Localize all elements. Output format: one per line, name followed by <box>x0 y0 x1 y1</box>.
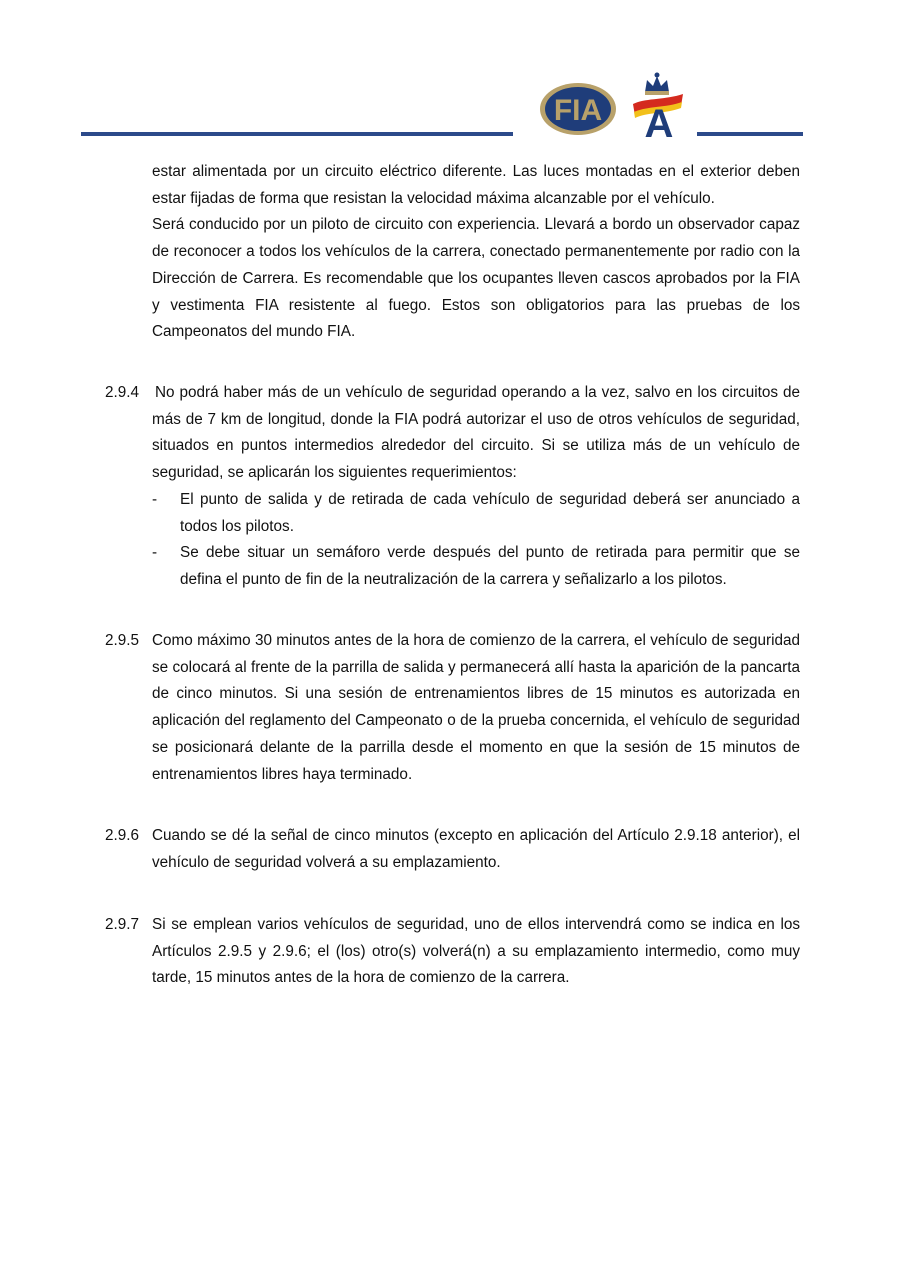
bullet-dash: - <box>152 490 158 508</box>
rfeda-logo <box>625 70 689 138</box>
continuation-paragraph-1: estar alimentada por un circuito eléctrico diferente. Las luces montadas en el exterior deben estar fijadas de forma que resistan la velocidad máxima alcanzable por el vehículo. <box>152 163 800 207</box>
section-text: Como máximo 30 minutos antes de la hora de comienzo de la carrera, el vehículo de seguridad se colocará al frente de la parrilla de salida y permanecerá allí hasta la aparición de la pancarta de cinco minutos. Si una sesión de entrenamientos libres de 15 minutos es autorizada en aplicación del reglamento del Campeonato o de la prueba concernida, el vehículo de seguridad se posicionará delante de la parrilla desde el momento en que la sesión de 15 minutos de entrenamientos libres haya terminado. <box>152 632 800 783</box>
continuation-text <box>152 159 800 346</box>
section-number: 2.9.7 <box>105 916 140 933</box>
section-number: 2.9.4 <box>105 384 140 401</box>
list-item <box>152 487 800 540</box>
bullet-dash: - <box>152 544 158 562</box>
section-number: 2.9.6 <box>105 827 140 844</box>
crown-icon <box>645 73 669 96</box>
section-number: 2.9.5 <box>105 632 140 649</box>
list-item <box>152 540 800 593</box>
section-2-9-6 <box>105 823 800 876</box>
section-2-9-4 <box>105 380 800 594</box>
section-2-9-7 <box>105 912 800 992</box>
header-rule-left <box>81 132 513 136</box>
section-text: No podrá haber más de un vehículo de seguridad operando a la vez, salvo en los circuitos de más de 7 km de longitud, donde la FIA podrá autorizar el uso de otros vehículos de seguridad, situados en puntos intermedios alrededor del circuito. Si se utiliza más de un vehículo de seguridad, se aplicarán los siguientes requerimientos: <box>152 384 800 482</box>
section-2-9-5 <box>105 628 800 788</box>
section-text: Si se emplean varios vehículos de seguridad, uno de ellos intervendrá como se indica en los Artículos 2.9.5 y 2.9.6; el (los) otro(s) volverá(n) a su emplazamiento intermedio, como muy tarde, 15 minutos antes de la hora de comienzo de la carrera. <box>152 916 800 987</box>
list-item-text: Se debe situar un semáforo verde después del punto de retirada para permitir que se defina el punto de fin de la neutralización de la carrera y señalizarlo a los pilotos. <box>180 544 800 588</box>
section-text: Cuando se dé la señal de cinco minutos (excepto en aplicación del Artículo 2.9.18 anterior), el vehículo de seguridad volverá a su emplazamiento. <box>152 827 800 871</box>
fia-logo-text: FIA <box>553 94 603 127</box>
list-item-text: El punto de salida y de retirada de cada vehículo de seguridad deberá ser anunciado a todos los pilotos. <box>180 490 800 535</box>
fia-logo <box>538 82 618 138</box>
continuation-paragraph-2: Será conducido por un piloto de circuito con experiencia. Llevará a bordo un observador capaz de reconocer a todos los vehículos de la carrera, conectado permanentemente por radio con la Dirección de Carrera. Es recomendable que los ocupantes lleven cascos aprobados por la FIA y vestimenta FIA resistente al fuego. Estos son obligatorios para las pruebas de los Campeonatos del mundo FIA. <box>152 216 800 341</box>
rfeda-logo-text: A <box>644 102 674 138</box>
header-rule-right <box>697 132 803 136</box>
